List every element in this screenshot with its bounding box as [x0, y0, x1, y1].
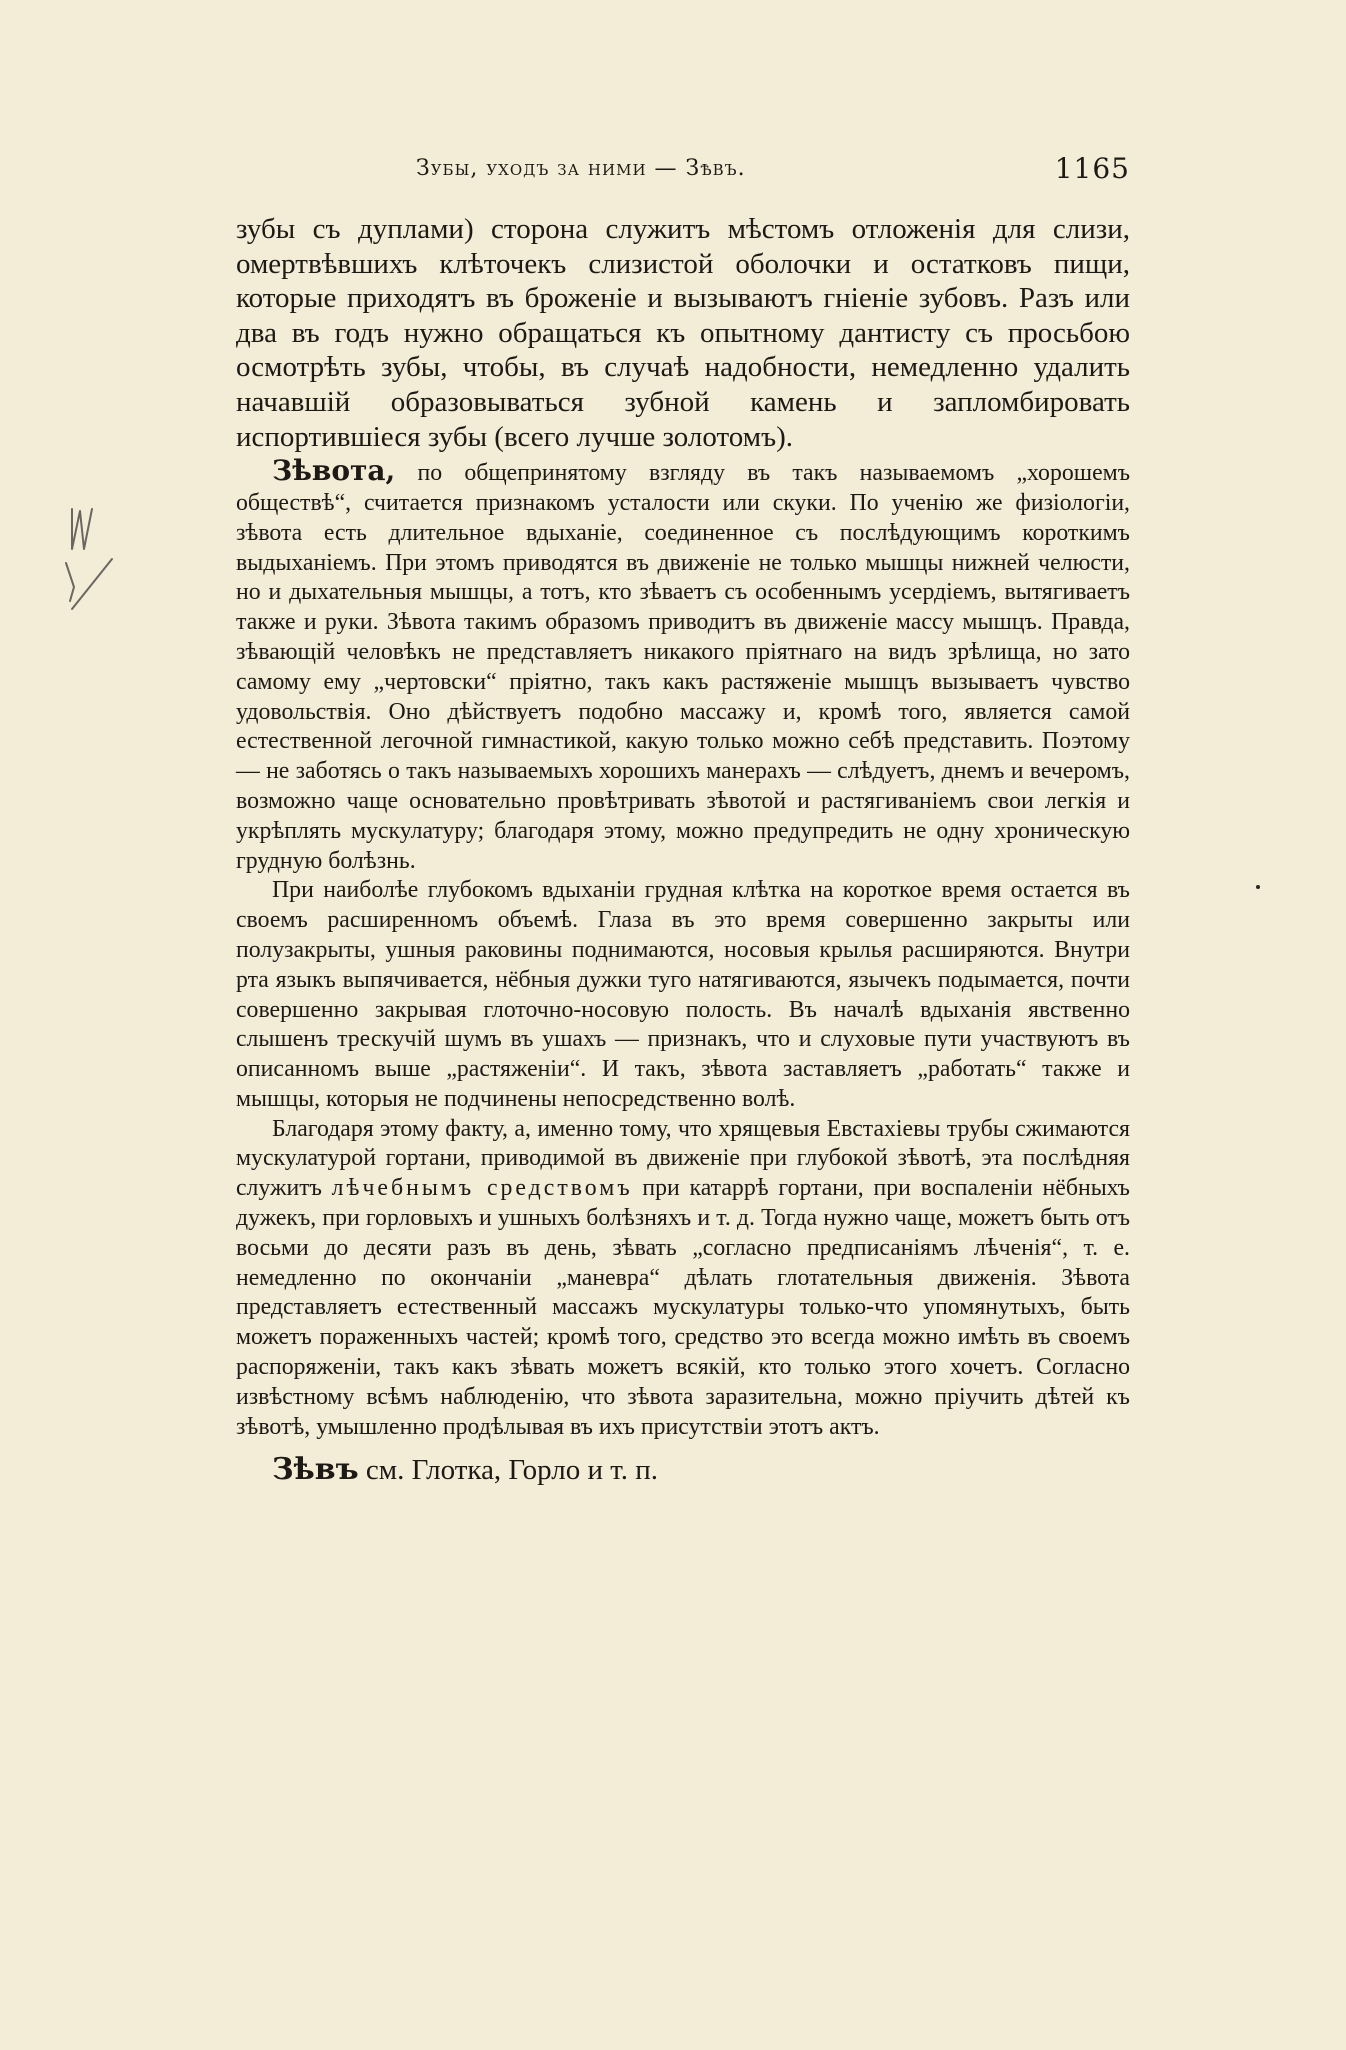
pencil-annotation-mark [58, 505, 138, 625]
article-headword: Зѣвота, [272, 454, 396, 488]
ink-speck [1256, 885, 1260, 889]
article-paragraph-3-spaced: лѣчебнымъ средствомъ [331, 1175, 633, 1202]
closing-headword: Зѣвъ [272, 1452, 359, 1488]
closing-text: см. Глотка, Горло и т. п. [365, 1454, 659, 1487]
article-paragraph-1-text: по общепринятому взгляду въ такъ называемомъ „хорошемъ обществѣ“, считается признакомъ усталости или скуки. По ученію же физіологіи, зѣвота есть длительное вдыханіе, соединенное съ послѣдующимъ короткимъ выдыханіемъ. При этомъ приводятся въ движеніе не только мышцы нижней челюсти, но и дыхательныя мышцы, а тотъ, кто зѣваетъ съ особеннымъ усердіемъ, вытягиваетъ также и руки. Зѣвота такимъ образомъ приводитъ въ движеніе массу мышцъ. Правда, зѣвающій человѣкъ не представляетъ никакого пріятнаго на видъ зрѣлища, но зато самому ему „чертовски“ пріятно, такъ какъ растяженіе мышцъ вызываетъ чувство удовольствія. Оно дѣйствуетъ подобно массажу и, кромѣ того, является самой естественной легочной гимнастикой, какую только можно себѣ представить. Поэтому — не заботясь о такъ называемыхъ хорошихъ манерахъ — слѣдуетъ, днемъ и вечеромъ, возможно чаще основательно провѣтривать зѣвотой и растягиваніемъ свои легкія и укрѣплять мускулатуру; благодаря этому, можно предупредить не одну хроническую грудную болѣзнь. [236, 460, 1130, 874]
running-title: Зубы, уходъ за ними — Зѣвъ. [416, 156, 746, 181]
page-number: 1165 [1054, 152, 1130, 185]
article-paragraph-3-text-b: при катаррѣ гортани, при воспаленіи нёбныхъ дужекъ, при горловыхъ и ушныхъ болѣзняхъ и т. д. Тогда нужно чаще, можетъ быть отъ восьми до десяти разъ въ день, зѣвать „согласно предписаніямъ лѣченія“, т. е. немедленно по окончаніи „маневра“ дѣлать глотательныя движенія. Зѣвота представляетъ естественный массажъ мускулатуры только-что упомянутыхъ, быть можетъ пораженныхъ частей; кромѣ того, средство это всегда можно имѣть въ своемъ распоряженіи, такъ какъ зѣвать можетъ всякій, кто только этого хочетъ. Согласно извѣстному всѣмъ наблюденію, что зѣвота заразительна, можно пріучить дѣтей къ зѣвотѣ, умышленно продѣлывая въ ихъ присутствіи этотъ актъ. [236, 1175, 1130, 1440]
page-content [236, 150, 1130, 1488]
running-head [236, 150, 1130, 190]
article-paragraph-3 [236, 1115, 1130, 1443]
closing-entry [236, 1452, 1130, 1488]
article-paragraph-1 [236, 456, 1130, 876]
continuation-paragraph: зубы съ дуплами) сторона служитъ мѣстомъ отложенія для слизи, омертвѣвшихъ клѣточекъ слизистой оболочки и остатковъ пищи, которые приходятъ въ броженіе и вызываютъ гніеніе зубовъ. Разъ или два въ годъ нужно обращаться къ опытному дантисту съ просьбою осмотрѣть зубы, чтобы, въ случаѣ надобности, немедленно удалить начавшій образовываться зубной камень и запломбировать испортившіеся зубы (всего лучше золотомъ). [236, 213, 1130, 453]
article-paragraph-2: При наиболѣе глубокомъ вдыханіи грудная клѣтка на короткое время остается въ своемъ расширенномъ объемѣ. Глаза въ это время совершенно закрыты или полузакрыты, ушныя раковины поднимаются, носовыя крылья расширяются. Внутри рта языкъ выпячивается, нёбныя дужки туго натягиваются, язычекъ подымается, почти совершенно закрывая глоточно-носовую полость. Въ началѣ вдыханія явственно слышенъ трескучій шумъ въ ушахъ — признакъ, что и слуховые пути участвуютъ въ описанномъ выше „растяженіи“. И такъ, зѣвота заставляетъ „работать“ также и мышцы, которыя не подчинены непосредственно волѣ. [236, 877, 1130, 1112]
article-paragraph-3-text-a: Благодаря этому факту, а, именно тому, что хрящевыя Евстахіевы трубы сжимаются мускулатурой гортани, приводимой въ движеніе при глубокой зѣвотѣ, эта послѣдняя служитъ [236, 1115, 1130, 1202]
